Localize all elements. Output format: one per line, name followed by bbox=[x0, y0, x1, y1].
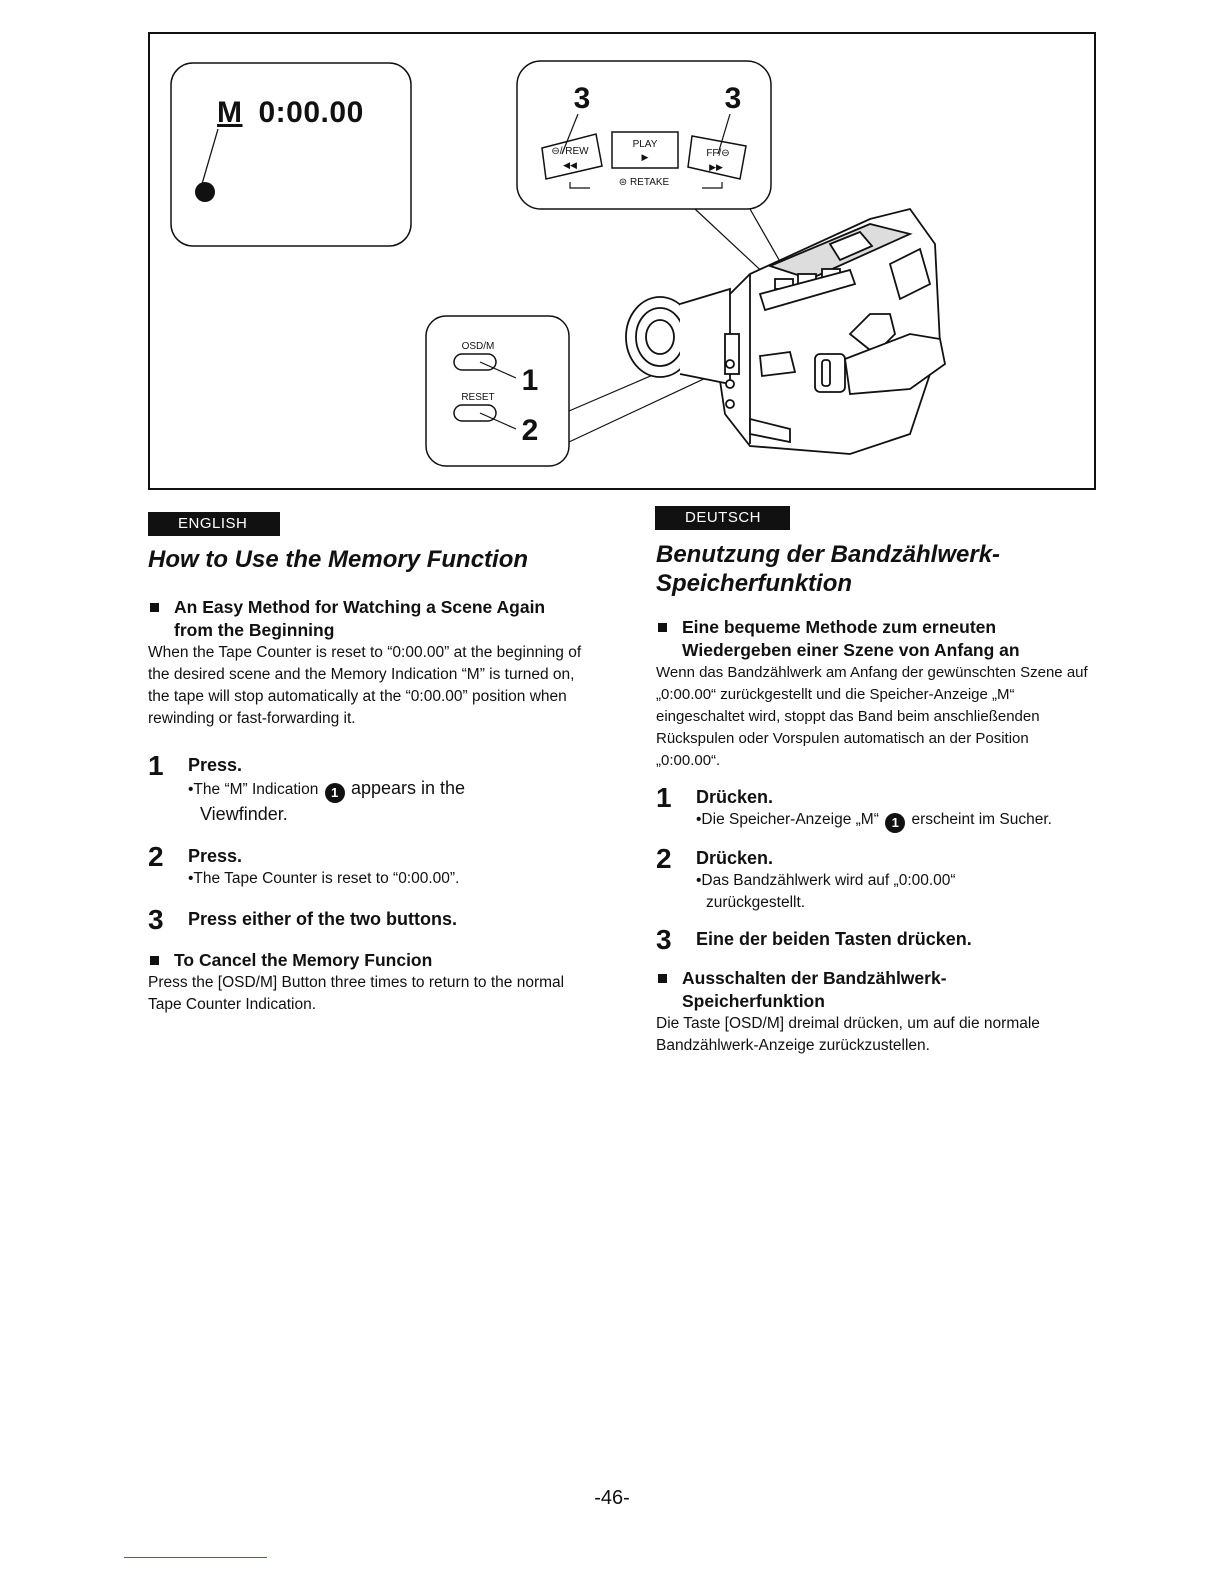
callout-marker-icon: 1 bbox=[885, 813, 905, 833]
deutsch-section2-body: Die Taste [OSD/M] dreimal drücken, um auf die normale Bandzählwerk-Anzeige zurückzustellen. bbox=[656, 1015, 1040, 1054]
step-title: Press either of the two buttons. bbox=[188, 909, 458, 929]
deutsch-section2-heading: Ausschalten der Bandzählwerk- Speicherfunktion bbox=[656, 967, 1092, 1013]
step-number: 2 bbox=[656, 843, 672, 874]
top-callout-left: 3 bbox=[573, 82, 591, 115]
osd-button-diagram bbox=[454, 354, 496, 370]
step-note: •The “M” Indication 1 appears in the Viewfinder. bbox=[188, 778, 466, 824]
english-step-3 bbox=[148, 904, 588, 935]
step-note: •Die Speicher-Anzeige „M“ 1 erscheint im Sucher. bbox=[696, 809, 1092, 833]
svg-text:▶: ▶ bbox=[641, 152, 649, 162]
osd-callout: 1 bbox=[521, 364, 539, 397]
step-number: 2 bbox=[148, 841, 164, 872]
top-callout-right: 3 bbox=[724, 82, 742, 115]
play-button-diagram bbox=[612, 132, 678, 168]
english-section2-heading: To Cancel the Memory Funcion bbox=[148, 949, 588, 972]
deutsch-step-2 bbox=[656, 843, 1092, 914]
english-section2-body: Press the [OSD/M] Button three times to return to the normal Tape Counter Indication. bbox=[148, 974, 565, 1013]
camcorder-body bbox=[626, 209, 945, 454]
english-column bbox=[148, 545, 588, 1016]
svg-text:FF/⊖: FF/⊖ bbox=[706, 148, 730, 159]
step-number: 3 bbox=[656, 924, 672, 955]
step-title: Eine der beiden Tasten drücken. bbox=[696, 929, 972, 949]
step-note: •Das Bandzählwerk wird auf „0:00.00“ zurückgestellt. bbox=[696, 872, 956, 911]
viewfinder-callout-number: 1 bbox=[201, 185, 209, 200]
bullet-square-icon bbox=[658, 623, 667, 632]
english-section1-heading: An Easy Method for Watching a Scene Again from the Beginning bbox=[148, 596, 588, 642]
step-title: Press. bbox=[188, 755, 243, 775]
side-buttons-panel bbox=[426, 316, 569, 466]
reset-button-diagram bbox=[454, 405, 496, 421]
bullet-square-icon bbox=[150, 956, 159, 965]
reset-callout: 2 bbox=[521, 414, 539, 447]
svg-text:▶▶: ▶▶ bbox=[709, 162, 723, 172]
deutsch-section1-body: Wenn das Bandzählwerk am Anfang der gewünschten Szene auf „0:00.00“ zurückgestellt und die Speicher-Anzeige „M“ eingeschaltet wird, stoppt das Band beim anschließenden Rückspulen oder Vorspulen automatisch an der Position „0:00.00“. bbox=[656, 664, 1088, 769]
svg-text:⊖/ REW: ⊖/ REW bbox=[551, 146, 589, 157]
step-title: Drücken. bbox=[696, 848, 774, 868]
memory-indicator: M bbox=[217, 96, 243, 129]
deutsch-step-1 bbox=[656, 782, 1092, 833]
step-number: 1 bbox=[148, 750, 164, 781]
bullet-square-icon bbox=[150, 603, 159, 612]
step-title: Press. bbox=[188, 846, 243, 866]
deutsch-section-easy-method bbox=[656, 616, 1092, 772]
deutsch-title: Benutzung der Bandzählwerk- Speicherfunktion bbox=[656, 541, 1001, 597]
footer-divider bbox=[124, 1557, 267, 1558]
rew-button-diagram bbox=[542, 134, 602, 179]
step-title: Drücken. bbox=[696, 787, 774, 807]
reset-label: RESET bbox=[461, 392, 495, 403]
step-note: •The Tape Counter is reset to “0:00.00”. bbox=[188, 870, 460, 887]
svg-text:PLAY: PLAY bbox=[632, 139, 658, 150]
english-section-cancel bbox=[148, 949, 588, 1016]
viewfinder-counter-display bbox=[217, 96, 364, 130]
deutsch-column bbox=[656, 540, 1092, 1057]
english-title: How to Use the Memory Function bbox=[148, 546, 529, 573]
deutsch-language-tag: DEUTSCH bbox=[655, 506, 790, 530]
english-step-1 bbox=[148, 750, 588, 827]
viewfinder-panel bbox=[171, 63, 411, 246]
tape-counter: 0:00.00 bbox=[258, 96, 364, 129]
page-number: -46- bbox=[594, 1487, 630, 1509]
viewfinder-callout-line bbox=[202, 129, 218, 184]
english-language-tag: ENGLISH bbox=[148, 512, 280, 536]
deutsch-section-cancel bbox=[656, 967, 1092, 1057]
retake-label: ⊜ RETAKE bbox=[618, 177, 670, 188]
deutsch-section1-heading: Eine bequeme Methode zum erneuten Wiedergeben einer Szene von Anfang an bbox=[656, 616, 1092, 662]
english-section1-body: When the Tape Counter is reset to “0:00.00” at the beginning of the desired scene and the Memory Indication “M” is turned on, the tape will stop automatically at the “0:00.00” position when rewinding or fast-forwarding it. bbox=[148, 644, 582, 727]
deutsch-step-3 bbox=[656, 924, 1092, 955]
svg-text:◀◀: ◀◀ bbox=[563, 160, 577, 170]
ff-button-diagram bbox=[688, 136, 746, 179]
step-number: 1 bbox=[656, 782, 672, 813]
figure-camcorder-diagram bbox=[148, 32, 1096, 490]
bullet-square-icon bbox=[658, 974, 667, 983]
english-section-easy-method bbox=[148, 596, 588, 730]
step-number: 3 bbox=[148, 904, 164, 935]
osd-label: OSD/M bbox=[461, 341, 495, 352]
english-step-2 bbox=[148, 841, 588, 890]
callout-marker-icon: 1 bbox=[325, 783, 345, 803]
